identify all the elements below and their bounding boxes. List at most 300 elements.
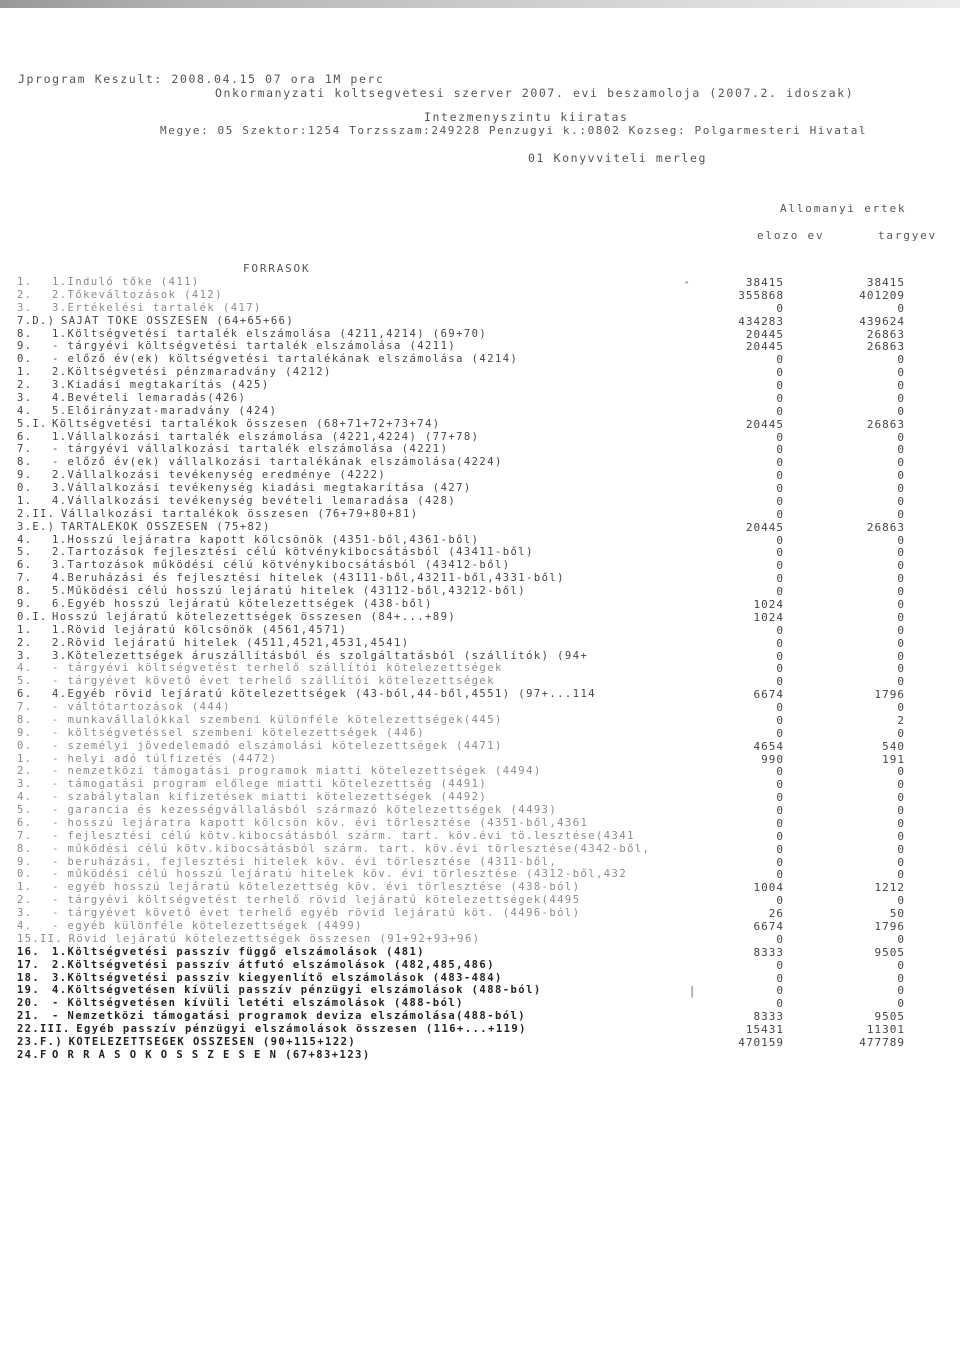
table-row [0, 328, 960, 341]
row-description: Rövid lejáratú kötelezettségek összesen (91+92+93+96) [68, 932, 481, 945]
table-row [0, 701, 960, 714]
row-description: 2.Vállalkozási tevékenység eredménye (4222) [52, 469, 387, 482]
current-year-value: 0 [897, 701, 905, 715]
row-description: 1.Vállalkozási tartalék elszámolása (4221,4224) (77+78) [52, 430, 480, 443]
prior-year-value: 1024 [753, 610, 784, 624]
row-number: 8. [17, 842, 33, 855]
current-year-value: 401209 [859, 288, 905, 302]
table-row [0, 881, 960, 894]
current-year-value: 11301 [866, 1023, 905, 1037]
prior-year-value: 0 [776, 778, 784, 792]
prior-year-value: 20445 [745, 327, 784, 341]
row-number: 8. [17, 713, 33, 726]
current-year-value: 0 [897, 546, 905, 560]
current-year-value: 0 [897, 868, 905, 882]
row-description: - helyi adó túlfizetés (4472) [52, 752, 278, 765]
row-description: - munkavállalókkal szembeni különféle kötelezettségek(445) [52, 713, 503, 726]
prior-year-value: 0 [776, 984, 784, 998]
prior-year-value: 0 [776, 971, 784, 985]
table-row [0, 740, 960, 753]
row-number: 4. [17, 791, 33, 804]
current-year-value: 0 [897, 507, 905, 521]
current-year-value: 1796 [874, 920, 905, 933]
table-row [0, 482, 960, 495]
row-number: 7.D.) [17, 314, 56, 327]
row-description: 4.Beruházási és fejlesztési hitelek (43111-ből,43211-ből,4331-ből) [52, 572, 565, 585]
table-row [0, 856, 960, 869]
row-description: - Nemzetközi támogatási programok deviza elszámolása(488-ból) [52, 1010, 527, 1023]
row-description: Költségvetési tartalékok összesen (68+71+72+73+74) [52, 417, 441, 430]
current-year-value: 0 [897, 494, 905, 508]
row-description: - Költségvetésen kívüli letéti elszámolások (488-ból) [52, 997, 464, 1010]
prior-year-value: 0 [776, 572, 784, 586]
row-description: Egyéb passzív pénzügyi elszámolások összesen (116+...+119) [76, 1023, 527, 1036]
row-description: TARTALÉKOK ÖSSZESEN (75+82) [61, 520, 271, 533]
current-year-value: 0 [897, 791, 905, 805]
row-description: Vállalkozási tartalékok összesen (76+79+80+81) [61, 507, 419, 520]
table-row [0, 765, 960, 778]
current-year-value: 0 [897, 829, 905, 843]
table-row [0, 637, 960, 650]
prior-year-value: 990 [761, 752, 784, 766]
table-row [0, 688, 960, 701]
row-description: - működési célú hosszú lejáratú hitelek köv. évi törlesztése (4312-ből,432 [52, 868, 628, 881]
table-row [0, 353, 960, 366]
row-description: 4.Költségvetésen kívüli passzív pénzügyi elszámolások (488-ból) [52, 984, 542, 997]
row-description: - személyi jövedelemadó elszámolási kötelezettségek (4471) [52, 739, 503, 752]
table-row [0, 753, 960, 766]
row-number: 3.E.) [17, 520, 56, 533]
row-description: - váltótartozások (444) [52, 701, 231, 714]
table-row [0, 611, 960, 624]
row-number: 2. [17, 894, 33, 907]
row-description: 4.Egyéb rövid lejáratú kötelezettségek (43-ból,44-ből,4551) (97+...114 [52, 688, 597, 701]
current-year-value: 0 [897, 559, 905, 573]
current-year-value: 0 [897, 610, 905, 624]
current-year-value: 0 [897, 353, 905, 367]
row-description: - tárgyévi költségvetési tartalék elszámolása (4211) [52, 340, 457, 353]
prior-year-value: 0 [776, 932, 784, 946]
table-row [0, 650, 960, 663]
row-description: 1.Induló tőke (411) [52, 276, 200, 288]
current-year-value: 26863 [866, 417, 905, 431]
table-row [0, 340, 960, 353]
table-row [0, 546, 960, 559]
row-number: 0. [17, 482, 33, 495]
row-description: - egyéb különféle kötelezettségek (4499) [52, 920, 363, 932]
prior-year-value: 20445 [745, 417, 784, 431]
row-description: SAJÁT TŐKE ÖSSZESEN (64+65+66) [61, 314, 295, 327]
table-row [0, 315, 960, 328]
table-row [0, 791, 960, 804]
current-year-value: 0 [897, 482, 905, 496]
table-row [0, 662, 960, 675]
table-row [0, 405, 960, 418]
row-number: 2. [17, 288, 33, 301]
row-description: 3.Költségvetési passzív kiegyenlítő elszámolások (483-484) [52, 971, 503, 984]
row-number: 9. [17, 469, 33, 482]
table-row [0, 920, 960, 933]
prior-year-value: 0 [776, 958, 784, 972]
table-row [0, 907, 960, 920]
row-description: - tárgyévi vállalkozási tartalék elszámolása (4221) [52, 443, 449, 456]
row-number: 9. [17, 726, 33, 739]
table-row [0, 830, 960, 843]
prior-year-value: 0 [776, 816, 784, 830]
current-year-value: 0 [897, 726, 905, 740]
row-number: 3. [17, 778, 33, 791]
table-row [0, 469, 960, 482]
prior-year-value: 0 [776, 701, 784, 715]
prior-year-value: 6674 [753, 688, 784, 702]
row-number: 0. [17, 353, 33, 366]
row-number: 8. [17, 327, 33, 340]
balance-sheet-title: 01 Konyvviteli merleg [528, 151, 707, 165]
current-year-value: 0 [897, 636, 905, 650]
row-description: 4.Bevételi lemaradás(426) [52, 391, 247, 404]
prior-year-value: 15431 [745, 1023, 784, 1037]
row-number: 2.II. [17, 507, 56, 520]
value-group-header: Allomanyi ertek [780, 202, 907, 215]
prior-year-value: 0 [776, 894, 784, 908]
current-year-value: 0 [897, 842, 905, 856]
row-number: 17. [17, 958, 41, 971]
row-description: - tárgyévet követő évet terhelő egyéb rövid lejáratú köt. (4496-ból) [52, 907, 581, 920]
row-number: 9. [17, 340, 33, 353]
prior-year-value: 0 [776, 469, 784, 483]
current-year-value: 540 [882, 739, 905, 753]
current-year-header: targyev [878, 229, 937, 242]
current-year-value: 0 [897, 623, 905, 637]
current-year-value: 0 [897, 585, 905, 599]
prior-year-value: 20445 [745, 340, 784, 354]
current-year-value: 0 [897, 894, 905, 908]
row-description: - beruházási, fejlesztési hitelek köv. évi törlesztése (4311-ből, [52, 855, 558, 868]
table-row [0, 431, 960, 444]
prior-year-value: 0 [776, 636, 784, 650]
row-description: 6.Egyéb hosszú lejáratú kötelezettségek (438-ből) [52, 598, 433, 610]
row-description: 2.Tartozások fejlesztési célú kötvénykibocsátásból (43411-ből) [52, 546, 534, 559]
row-description: 1.Rövid lejáratú kölcsönök (4561,4571) [52, 623, 348, 636]
row-number: 23.F.) [17, 1035, 64, 1048]
current-year-value: 0 [897, 932, 905, 946]
row-description: 1.Költségvetési passzív függő elszámolások (481) [52, 945, 426, 958]
prior-year-value: 0 [776, 662, 784, 676]
current-year-value: 0 [897, 572, 905, 586]
prior-year-value: 0 [776, 829, 784, 843]
table-row [0, 276, 960, 289]
prior-year-value: 0 [776, 842, 784, 856]
current-year-value: 0 [897, 533, 905, 547]
current-year-value: 0 [897, 765, 905, 779]
current-year-value: 2 [897, 713, 905, 727]
table-row [0, 366, 960, 379]
table-row [0, 302, 960, 315]
prior-year-value: 0 [776, 494, 784, 508]
row-description: - előző év(ek) költségvetési tartalékának elszámolása (4214) [52, 353, 519, 366]
section-title-forrasok: FORRASOK [243, 262, 311, 275]
row-number: 5. [17, 804, 33, 817]
table-row [0, 1010, 960, 1023]
row-number: 18. [17, 971, 41, 984]
row-description: 5.Működési célú hosszú lejáratú hitelek (43112-ből,43212-ből) [52, 585, 527, 598]
row-description: - hosszú lejáratra kapott kölcsön köv. évi törlesztése (4351-ből,4361 [52, 816, 589, 829]
current-year-value: 0 [897, 301, 905, 315]
row-description: 2.Költségvetési pénzmaradvány (4212) [52, 366, 332, 379]
row-number: 5. [17, 546, 33, 559]
prior-year-value: 1004 [753, 881, 784, 895]
current-year-value: 0 [897, 649, 905, 663]
table-row [0, 972, 960, 985]
row-number: 22.III. [17, 1023, 71, 1036]
table-row [0, 392, 960, 405]
table-row [0, 997, 960, 1010]
row-number: 1. [17, 366, 33, 379]
current-year-value: 0 [897, 443, 905, 457]
row-description: - tárgyévi költségvetést terhelő rövid lejáratú kötelezettségek(4495 [52, 894, 581, 907]
current-year-value: 0 [897, 404, 905, 418]
table-row [0, 843, 960, 856]
current-year-value: 0 [897, 984, 905, 998]
table-row [0, 418, 960, 431]
institution-line: Megye: 05 Szektor:1254 Torzsszam:249228 Penzugyi k.:0802 Kozseg: Polgarmesteri Hivatal [160, 124, 868, 137]
current-year-value: 191 [882, 752, 905, 766]
table-row [0, 508, 960, 521]
row-number: 3. [17, 907, 33, 920]
program-timestamp-line: Jprogram Keszult: 2008.04.15 07 ora 1M perc [18, 72, 385, 86]
prior-year-value: 0 [776, 804, 784, 818]
row-description: - támogatási program előlege miatti kötelezettség (4491) [52, 778, 488, 791]
current-year-value: 0 [897, 430, 905, 444]
row-number: 19. [17, 984, 41, 997]
row-description: - nemzetközi támogatási programok miatti kötelezettségek (4494) [52, 765, 542, 778]
prior-year-value: 0 [776, 301, 784, 315]
row-number: 7. [17, 572, 33, 585]
row-description: 3.Kötelezettségek áruszállításból és szolgáltatásból (szállítók) (94+ [52, 649, 589, 662]
current-year-value: 9505 [874, 945, 905, 959]
table-row [0, 984, 960, 997]
table-row [0, 495, 960, 508]
row-number: 20. [17, 997, 41, 1010]
prior-year-value: 26 [768, 907, 784, 921]
row-number: 6. [17, 816, 33, 829]
prior-year-value: 0 [776, 507, 784, 521]
prior-year-value: 0 [776, 430, 784, 444]
table-row [0, 727, 960, 740]
prior-year-value: 38415 [745, 276, 784, 289]
prior-year-value: 0 [776, 713, 784, 727]
current-year-value: 0 [897, 456, 905, 470]
table-row [0, 933, 960, 946]
row-description: 2.Rövid lejáratú hitelek (4511,4521,4531,4541) [52, 636, 410, 649]
prior-year-value: 0 [776, 855, 784, 869]
row-description: - költségvetéssel szembeni kötelezettségek (446) [52, 726, 426, 739]
row-description: - előző év(ek) vállalkozási tartalékának elszámolása(4224) [52, 456, 503, 469]
current-year-value: 38415 [866, 276, 905, 289]
prior-year-value: 8333 [753, 1010, 784, 1024]
row-number: 4. [17, 662, 33, 675]
row-number: 6. [17, 688, 33, 701]
row-description: - tárgyévi költségvetést terhelő szállítói kötelezettségek [52, 662, 503, 675]
current-year-value: 9505 [874, 1010, 905, 1024]
table-row [0, 534, 960, 547]
prior-year-value: 0 [776, 585, 784, 599]
current-year-value: 0 [897, 804, 905, 818]
prior-year-value: 8333 [753, 945, 784, 959]
row-number: 16. [17, 945, 41, 958]
prior-year-value: 0 [776, 997, 784, 1011]
prior-year-value: 0 [776, 482, 784, 496]
prior-year-value: 0 [776, 791, 784, 805]
current-year-value: 26863 [866, 327, 905, 341]
prior-year-value: 1024 [753, 598, 784, 611]
row-number: 2. [17, 379, 33, 392]
table-row [0, 1049, 960, 1062]
current-year-value: 0 [897, 971, 905, 985]
current-year-value: 26863 [866, 340, 905, 354]
prior-year-value: 0 [776, 726, 784, 740]
row-description: 1.Hosszú lejáratra kapott kölcsönök (4351-ből,4361-ből) [52, 533, 480, 546]
current-year-value: 0 [897, 391, 905, 405]
prior-year-value: 0 [776, 404, 784, 418]
table-row [0, 804, 960, 817]
row-number: 5. [17, 675, 33, 688]
row-number: 8. [17, 585, 33, 598]
current-year-value: 0 [897, 816, 905, 830]
prior-year-header: elozo ev [757, 229, 825, 242]
row-number: 2. [17, 765, 33, 778]
row-description: 3.Vállalkozási tevékenység kiadási megtakarítása (427) [52, 482, 472, 495]
row-description: - tárgyévet követő évet terhelő szállítói kötelezettségek [52, 675, 495, 688]
table-row [0, 624, 960, 637]
table-row [0, 894, 960, 907]
prior-year-value: 0 [776, 366, 784, 380]
row-number: 21. [17, 1010, 41, 1023]
current-year-value: 0 [897, 675, 905, 689]
prior-year-value: 0 [776, 546, 784, 560]
current-year-value: 0 [897, 958, 905, 972]
row-description: KÖTELEZETTSÉGEK ÖSSZESEN (90+115+122) [68, 1035, 357, 1048]
row-number: 1. [17, 494, 33, 507]
row-number: 0. [17, 739, 33, 752]
table-row [0, 675, 960, 688]
row-description: Hosszú lejáratú kötelezettségek összesen (84+...+89) [52, 610, 457, 623]
current-year-value: 0 [897, 662, 905, 676]
current-year-value: 439624 [859, 314, 905, 328]
row-number: 8. [17, 456, 33, 469]
current-year-value: 477789 [859, 1035, 905, 1049]
prior-year-value: 470159 [738, 1035, 784, 1049]
row-number: 6. [17, 559, 33, 572]
row-number: 7. [17, 701, 33, 714]
stray-mark: ❘ [688, 984, 697, 1000]
row-description: 2.Tőkeváltozások (412) [52, 288, 223, 301]
prior-year-value: 0 [776, 443, 784, 457]
row-description: O R R Á S O K Ö S S Z E S E N (67+83+123) [52, 1048, 371, 1061]
report-subtitle: Intezmenyszintu kiiratas [424, 110, 629, 124]
row-number: 1. [17, 276, 33, 288]
row-number: 3. [17, 301, 33, 314]
table-row [0, 598, 960, 611]
prior-year-value: 20445 [745, 520, 784, 534]
prior-year-value: 0 [776, 675, 784, 689]
row-number: 1. [17, 881, 33, 894]
prior-year-value: 6674 [753, 920, 784, 933]
current-year-value: 1212 [874, 881, 905, 895]
current-year-value: 0 [897, 469, 905, 483]
row-number: 5.I. [17, 417, 48, 430]
table-row [0, 1036, 960, 1049]
table-row [0, 379, 960, 392]
report-title: Onkormanyzati koltsegvetesi szerver 2007. evi beszamoloja (2007.2. idoszak) [215, 86, 855, 100]
table-row [0, 1023, 960, 1036]
current-year-value: 0 [897, 855, 905, 869]
row-description: 3.Értékelési tartalék (417) [52, 301, 262, 314]
prior-year-value: 0 [776, 559, 784, 573]
current-year-value: 1796 [874, 688, 905, 702]
row-number: 6. [17, 430, 33, 443]
stray-mark: ˆ [683, 280, 691, 294]
table-row [0, 521, 960, 534]
row-description: - működési célú kötv.kibocsátásból szárm. tart. köv.évi törlesztése(4342-ből, [52, 842, 651, 855]
prior-year-value: 0 [776, 533, 784, 547]
row-description: 2.Költségvetési passzív átfutó elszámolások (482,485,486) [52, 958, 495, 971]
table-row [0, 456, 960, 469]
row-number: 4. [17, 533, 33, 546]
prior-year-value: 434283 [738, 314, 784, 328]
row-number: 2. [17, 636, 33, 649]
row-number: 7. [17, 443, 33, 456]
table-row [0, 817, 960, 830]
row-description: 3.Tartozások működési célú kötvénykibocsátásból (43412-ből) [52, 559, 511, 572]
prior-year-value: 0 [776, 765, 784, 779]
row-number: 9. [17, 598, 33, 610]
prior-year-value: 0 [776, 649, 784, 663]
row-description: 5.Előirányzat-maradvány (424) [52, 404, 278, 417]
row-number: 3. [17, 391, 33, 404]
row-number: 9. [17, 855, 33, 868]
prior-year-value: 0 [776, 868, 784, 882]
table-row [0, 868, 960, 881]
table-row [0, 443, 960, 456]
prior-year-value: 0 [776, 391, 784, 405]
row-number: 0.I. [17, 610, 48, 623]
row-number: 15.II. [17, 932, 64, 945]
row-description: - egyéb hosszú lejáratú kötelezettség köv. évi törlesztése (438-ból) [52, 881, 581, 894]
table-row [0, 946, 960, 959]
row-description: - garancia és kezességvállalásból származó kötelezettségek (4493) [52, 804, 558, 817]
row-description: 3.Kiadási megtakarítás (425) [52, 379, 270, 392]
prior-year-value: 0 [776, 456, 784, 470]
table-row [0, 559, 960, 572]
current-year-value: 0 [897, 598, 905, 611]
row-number: 4. [17, 404, 33, 417]
prior-year-value: 355868 [738, 288, 784, 302]
row-number: 24.F [17, 1048, 48, 1061]
row-number: 0. [17, 868, 33, 881]
table-row [0, 572, 960, 585]
current-year-value: 0 [897, 366, 905, 380]
row-description: - szabálytalan kifizetések miatti kötelezettségek (4492) [52, 791, 488, 804]
row-description: 4.Vállalkozási tevékenység bevételi lemaradása (428) [52, 494, 457, 507]
row-number: 4. [17, 920, 33, 932]
prior-year-value: 4654 [753, 739, 784, 753]
row-number: 1. [17, 752, 33, 765]
current-year-value: 26863 [866, 520, 905, 534]
table-row [0, 714, 960, 727]
row-number: 3. [17, 649, 33, 662]
row-number: 1. [17, 623, 33, 636]
